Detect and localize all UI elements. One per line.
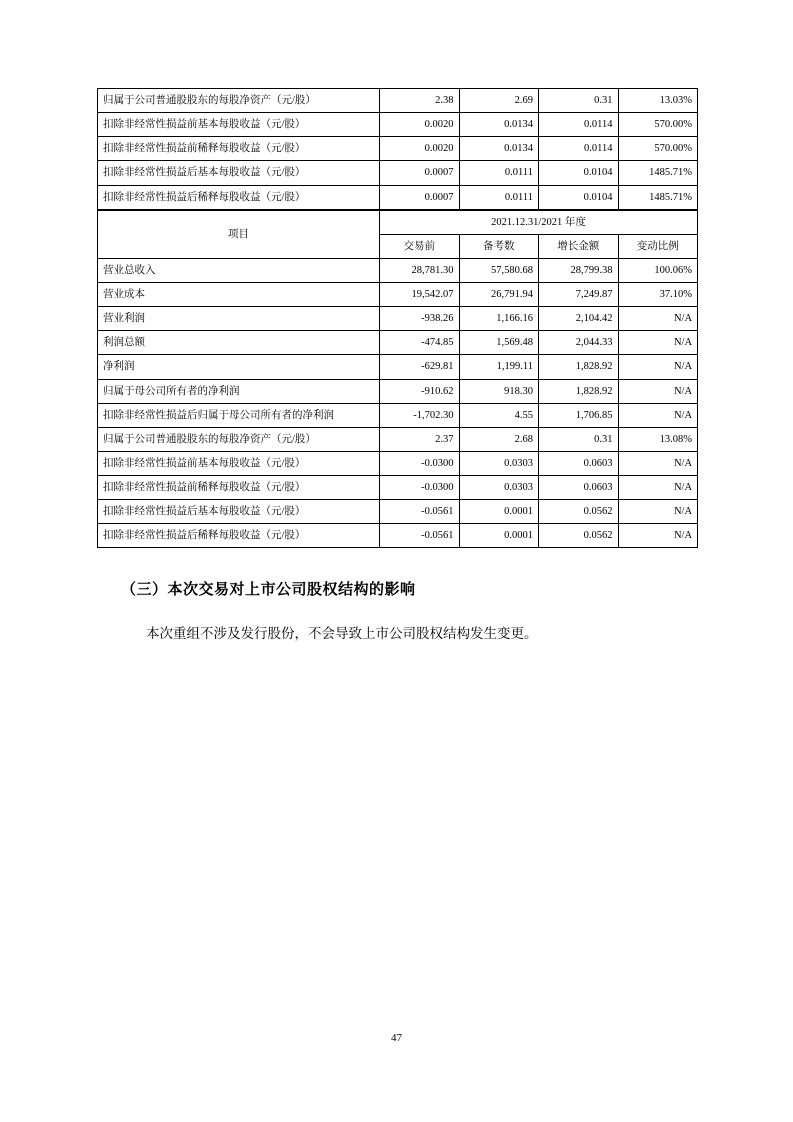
row-value-before: -0.0561 bbox=[380, 500, 460, 524]
row-value-before: -0.0561 bbox=[380, 524, 460, 548]
row-value-proforma: 1,569.48 bbox=[459, 331, 539, 355]
row-value-change: N/A bbox=[618, 403, 698, 427]
row-value-growth: 0.31 bbox=[539, 427, 619, 451]
table-row bbox=[98, 403, 698, 427]
row-label: 扣除非经常性损益后基本每股收益（元/股） bbox=[98, 500, 380, 524]
table-row bbox=[98, 476, 698, 500]
table-row bbox=[98, 500, 698, 524]
row-value-proforma: 2.68 bbox=[459, 427, 539, 451]
row-value-growth: 28,799.38 bbox=[539, 258, 619, 282]
row-value-growth: 2,044.33 bbox=[539, 331, 619, 355]
row-value-change: N/A bbox=[618, 451, 698, 475]
row-value-proforma: 0.0001 bbox=[459, 500, 539, 524]
row-value-proforma: 4.55 bbox=[459, 403, 539, 427]
row-value-change: 13.08% bbox=[618, 427, 698, 451]
row-label: 扣除非经常性损益前基本每股收益（元/股） bbox=[98, 451, 380, 475]
row-value-before: 2.38 bbox=[380, 89, 460, 113]
row-value-change: 1485.71% bbox=[618, 185, 698, 209]
row-value-growth: 0.0114 bbox=[539, 113, 619, 137]
table-eps-summary-body bbox=[98, 89, 698, 210]
table-row bbox=[98, 258, 698, 282]
row-value-proforma: 0.0111 bbox=[459, 185, 539, 209]
table-row bbox=[98, 451, 698, 475]
row-value-proforma: 0.0001 bbox=[459, 524, 539, 548]
row-value-proforma: 918.30 bbox=[459, 379, 539, 403]
row-value-proforma: 0.0303 bbox=[459, 476, 539, 500]
row-label: 净利润 bbox=[98, 355, 380, 379]
row-value-change: N/A bbox=[618, 331, 698, 355]
row-label: 归属于公司普通股股东的每股净资产（元/股） bbox=[98, 427, 380, 451]
row-value-before: -0.0300 bbox=[380, 451, 460, 475]
row-value-change: 13.03% bbox=[618, 89, 698, 113]
row-value-before: -474.85 bbox=[380, 331, 460, 355]
row-label: 利润总额 bbox=[98, 331, 380, 355]
row-value-change: 570.00% bbox=[618, 137, 698, 161]
column-header-item: 项目 bbox=[98, 210, 380, 258]
row-value-before: 19,542.07 bbox=[380, 283, 460, 307]
row-value-growth: 0.0603 bbox=[539, 451, 619, 475]
row-label: 扣除非经常性损益后稀释每股收益（元/股） bbox=[98, 185, 380, 209]
table-proforma-2021 bbox=[97, 210, 698, 549]
row-value-before: 2.37 bbox=[380, 427, 460, 451]
row-value-growth: 0.0562 bbox=[539, 500, 619, 524]
row-value-change: N/A bbox=[618, 476, 698, 500]
row-value-before: -629.81 bbox=[380, 355, 460, 379]
table-row bbox=[98, 379, 698, 403]
row-label: 归属于母公司所有者的净利润 bbox=[98, 379, 380, 403]
row-value-growth: 1,828.92 bbox=[539, 355, 619, 379]
column-header-proforma: 备考数 bbox=[459, 234, 539, 258]
table-row bbox=[98, 137, 698, 161]
row-label: 归属于公司普通股股东的每股净资产（元/股） bbox=[98, 89, 380, 113]
row-value-growth: 1,706.85 bbox=[539, 403, 619, 427]
row-label: 扣除非经常性损益后基本每股收益（元/股） bbox=[98, 161, 380, 185]
row-value-change: 1485.71% bbox=[618, 161, 698, 185]
table-row bbox=[98, 185, 698, 209]
section-paragraph: 本次重组不涉及发行股份，不会导致上市公司股权结构发生变更。 bbox=[146, 626, 538, 642]
row-value-before: -1,702.30 bbox=[380, 403, 460, 427]
row-value-growth: 0.31 bbox=[539, 89, 619, 113]
row-value-proforma: 0.0111 bbox=[459, 161, 539, 185]
row-value-growth: 0.0104 bbox=[539, 185, 619, 209]
row-value-proforma: 0.0303 bbox=[459, 451, 539, 475]
row-value-change: 570.00% bbox=[618, 113, 698, 137]
row-label: 扣除非经常性损益前稀释每股收益（元/股） bbox=[98, 476, 380, 500]
table-row bbox=[98, 355, 698, 379]
row-value-proforma: 1,166.16 bbox=[459, 307, 539, 331]
row-value-before: 0.0007 bbox=[380, 161, 460, 185]
table-proforma-2021-body bbox=[98, 258, 698, 548]
table-row bbox=[98, 427, 698, 451]
row-value-growth: 7,249.87 bbox=[539, 283, 619, 307]
row-value-before: -0.0300 bbox=[380, 476, 460, 500]
table-row bbox=[98, 331, 698, 355]
row-value-growth: 0.0104 bbox=[539, 161, 619, 185]
table-header-period-row bbox=[98, 210, 698, 234]
row-label: 扣除非经常性损益后归属于母公司所有者的净利润 bbox=[98, 403, 380, 427]
row-label: 扣除非经常性损益前基本每股收益（元/股） bbox=[98, 113, 380, 137]
row-value-before: -910.62 bbox=[380, 379, 460, 403]
row-value-growth: 2,104.42 bbox=[539, 307, 619, 331]
row-value-change: N/A bbox=[618, 307, 698, 331]
table-row bbox=[98, 89, 698, 113]
row-label: 扣除非经常性损益后稀释每股收益（元/股） bbox=[98, 524, 380, 548]
column-header-growth: 增长金额 bbox=[539, 234, 619, 258]
row-value-change: N/A bbox=[618, 355, 698, 379]
row-value-change: N/A bbox=[618, 524, 698, 548]
row-value-proforma: 0.0134 bbox=[459, 113, 539, 137]
row-value-proforma: 2.69 bbox=[459, 89, 539, 113]
table-eps-summary bbox=[97, 88, 698, 210]
column-header-change: 变动比例 bbox=[618, 234, 698, 258]
row-value-change: N/A bbox=[618, 379, 698, 403]
row-value-proforma: 1,199.11 bbox=[459, 355, 539, 379]
table-row bbox=[98, 283, 698, 307]
page-number: 47 bbox=[391, 1032, 402, 1044]
row-value-growth: 0.0562 bbox=[539, 524, 619, 548]
table-proforma-2021-head bbox=[98, 210, 698, 258]
row-label: 营业总收入 bbox=[98, 258, 380, 282]
row-label: 扣除非经常性损益前稀释每股收益（元/股） bbox=[98, 137, 380, 161]
row-value-before: -938.26 bbox=[380, 307, 460, 331]
row-value-before: 0.0007 bbox=[380, 185, 460, 209]
row-value-proforma: 57,580.68 bbox=[459, 258, 539, 282]
table-row bbox=[98, 524, 698, 548]
row-value-before: 28,781.30 bbox=[380, 258, 460, 282]
row-value-growth: 0.0114 bbox=[539, 137, 619, 161]
row-value-change: 37.10% bbox=[618, 283, 698, 307]
row-label: 营业成本 bbox=[98, 283, 380, 307]
table-row bbox=[98, 113, 698, 137]
row-value-before: 0.0020 bbox=[380, 137, 460, 161]
section-heading: （三）本次交易对上市公司股权结构的影响 bbox=[121, 581, 416, 599]
row-value-growth: 1,828.92 bbox=[539, 379, 619, 403]
row-value-before: 0.0020 bbox=[380, 113, 460, 137]
row-value-growth: 0.0603 bbox=[539, 476, 619, 500]
table-row bbox=[98, 307, 698, 331]
column-header-period: 2021.12.31/2021 年度 bbox=[380, 210, 698, 234]
row-value-proforma: 26,791.94 bbox=[459, 283, 539, 307]
row-value-change: N/A bbox=[618, 500, 698, 524]
row-value-change: 100.06% bbox=[618, 258, 698, 282]
row-label: 营业利润 bbox=[98, 307, 380, 331]
table-row bbox=[98, 161, 698, 185]
column-header-before: 交易前 bbox=[380, 234, 460, 258]
row-value-proforma: 0.0134 bbox=[459, 137, 539, 161]
